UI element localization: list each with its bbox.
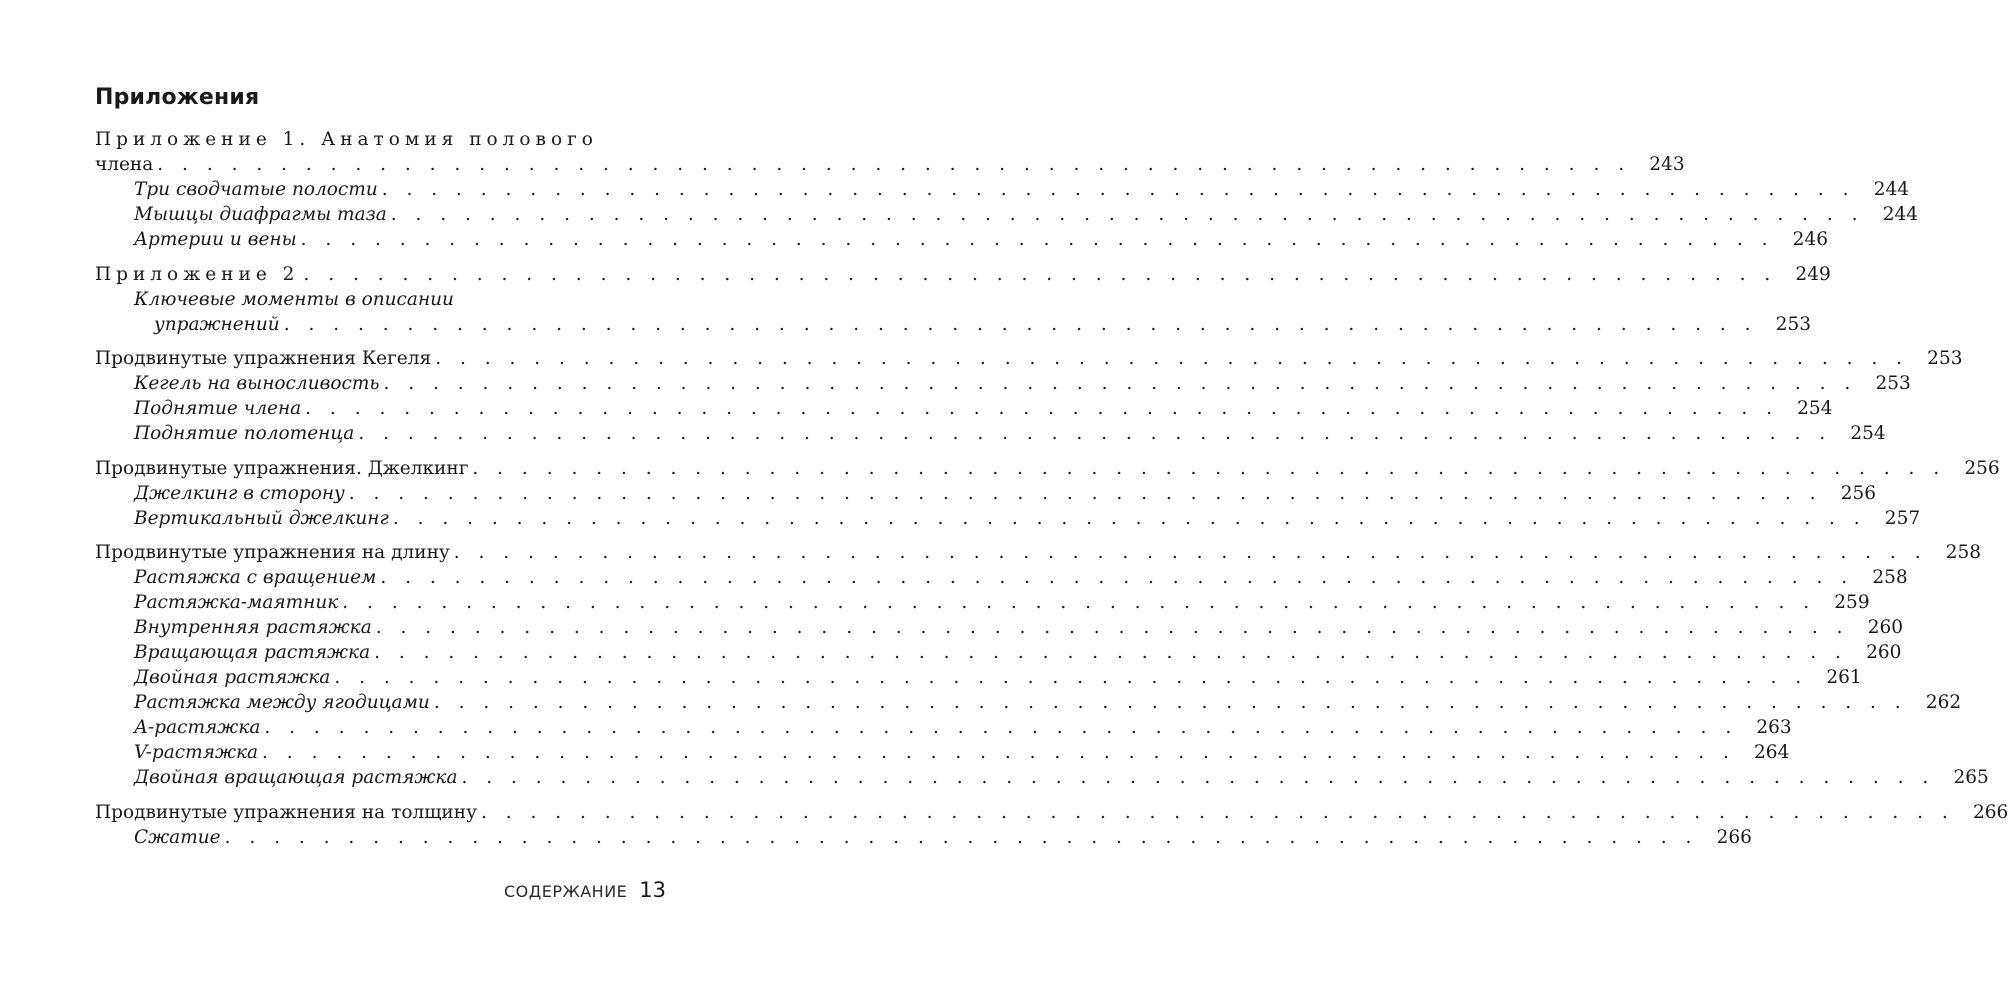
toc-entry-title: Продвинутые упражнения на толщину — [95, 800, 481, 825]
toc-subentry-page: 254 — [1797, 398, 1833, 419]
dot-leader: . . . . . . . . . . . . . . . . . . . . . . . . . . . . . . . . . . . . . . . . . . . . . . . . . . . . . . . . . . . . — [157, 154, 1631, 175]
toc-subentry-title: Растяжка-маятник — [134, 590, 342, 615]
toc-subentry — [95, 615, 1904, 640]
toc-subentry — [95, 590, 1870, 615]
toc-subentry-title-line — [95, 287, 666, 312]
toc-subentry-title: Двойная вращающая растяжка — [134, 765, 462, 790]
toc-subentry-page: 254 — [1850, 423, 1886, 444]
dot-leader: . . . . . . . . . . . . . . . . . . . . . . . . . . . . . . . . . . . . . . . . . . . . . . . . . . . . . . . . . . . . — [392, 507, 1867, 529]
toc-subentry-title: Мышцы диафрагмы таза — [134, 202, 391, 227]
toc-group-length — [95, 540, 1989, 790]
toc-entry-page: 266 — [1972, 801, 2008, 823]
toc-subentry-title: Сжатие — [134, 825, 225, 850]
footer-section-label: СОДЕРЖАНИЕ — [503, 882, 628, 901]
toc-group-jelqing — [95, 456, 2000, 531]
dot-leader: . . . . . . . . . . . . . . . . . . . . . . . . . . . . . . . . . . . . . . . . . . . . . . . . . . . . . . . . . . . . — [283, 313, 1757, 335]
toc-subentry — [95, 202, 1919, 227]
toc-group-appendix-1 — [95, 127, 1919, 252]
toc-subentry-page: 259 — [1834, 592, 1870, 613]
toc-entry-page: 243 — [1649, 154, 1685, 175]
toc-subentry — [95, 312, 1811, 337]
toc-subentry-title: Джелкинг в сторону — [134, 481, 349, 506]
toc-entry — [95, 262, 1831, 287]
toc-subentry-page: 263 — [1756, 717, 1792, 738]
toc-subentry-page: 262 — [1925, 692, 1962, 713]
toc-subentry-page: 244 — [1882, 204, 1919, 225]
toc-subentry-page: 265 — [1953, 767, 1989, 788]
toc-subentry-title: Растяжка с вращением — [134, 565, 380, 590]
toc-subentry-page: 256 — [1840, 482, 1877, 504]
dot-leader: . . . . . . . . . . . . . . . . . . . . . . . . . . . . . . . . . . . . . . . . . . . . . . . . . . . . . . . . . . . . — [433, 692, 1908, 713]
toc-entry-title: Приложение 1. Анатомия полового — [95, 129, 598, 150]
toc-subentry-page: 260 — [1866, 642, 1902, 663]
toc-subentry-page: 253 — [1775, 313, 1811, 335]
toc-subentry-page: 244 — [1873, 179, 1910, 200]
toc-subentry-title: Поднятие члена — [134, 396, 305, 421]
toc-subentry-title: Кегель на выносливость — [134, 371, 384, 396]
toc-subentry — [95, 565, 1908, 590]
toc-subentry-title: Растяжка между ягодицами — [134, 690, 434, 715]
toc-subentry-page: 257 — [1884, 507, 1921, 529]
toc-subentry-title: Вертикальный джелкинг — [134, 506, 393, 531]
dot-leader: . . . . . . . . . . . . . . . . . . . . . . . . . . . . . . . . . . . . . . . . . . . . . . . . . . . . . . . . . . . . — [224, 826, 1698, 848]
toc-entry-page: 253 — [1927, 348, 1963, 369]
toc-subentry-title: Вращающая растяжка — [134, 640, 374, 665]
dot-leader: . . . . . . . . . . . . . . . . . . . . . . . . . . . . . . . . . . . . . . . . . . . . . . . . . . . . . . . . . . . . — [383, 373, 1857, 394]
dot-leader: . . . . . . . . . . . . . . . . . . . . . . . . . . . . . . . . . . . . . . . . . . . . . . . . . . . . . . . . . . . . — [375, 617, 1850, 638]
toc-subentry-title: Двойная растяжка — [134, 665, 334, 690]
toc-group-appendix-2 — [95, 262, 1831, 337]
toc-entry-page: 258 — [1945, 542, 1982, 563]
toc-subentry — [95, 640, 1902, 665]
toc-entry — [95, 346, 1963, 371]
toc-subentry-title: Три сводчатые полости — [134, 177, 382, 202]
toc-subentry — [95, 665, 1862, 690]
toc-subentry-title: Ключевые моменты в описании — [134, 288, 454, 310]
table-of-contents — [95, 127, 2008, 859]
toc-subentry — [95, 765, 1989, 790]
toc-subentry-page: 266 — [1716, 826, 1752, 848]
toc-subentry-title: Внутренняя растяжка — [134, 615, 376, 640]
dot-leader: . . . . . . . . . . . . . . . . . . . . . . . . . . . . . . . . . . . . . . . . . . . . . . . . . . . . . . . . . . . . — [348, 482, 1823, 504]
footer-page-number: 13 — [639, 878, 666, 902]
toc-subentry-title: Артерии и вены — [134, 227, 301, 252]
toc-subentry-title: упражнений — [154, 312, 284, 337]
dot-leader: . . . . . . . . . . . . . . . . . . . . . . . . . . . . . . . . . . . . . . . . . . . . . . . . . . . . . . . . . . . . — [472, 457, 1946, 479]
dot-leader: . . . . . . . . . . . . . . . . . . . . . . . . . . . . . . . . . . . . . . . . . . . . . . . . . . . . . . . . . . . . — [480, 801, 1955, 823]
toc-subentry — [95, 506, 1921, 531]
dot-leader: . . . . . . . . . . . . . . . . . . . . . . . . . . . . . . . . . . . . . . . . . . . . . . . . . . . . . . . . . . . . — [305, 398, 1779, 419]
toc-subentry-page: 264 — [1754, 742, 1790, 763]
toc-entry-title: члена — [95, 152, 157, 177]
dot-leader: . . . . . . . . . . . . . . . . . . . . . . . . . . . . . . . . . . . . . . . . . . . . . . . . . . . . . . . . . . . . — [334, 667, 1808, 688]
toc-subentry — [95, 825, 1752, 850]
toc-subentry — [95, 177, 1910, 202]
dot-leader: . . . . . . . . . . . . . . . . . . . . . . . . . . . . . . . . . . . . . . . . . . . . . . . . . . . . . . . . . . . . — [461, 767, 1935, 788]
toc-subentry-page: 258 — [1872, 567, 1908, 588]
toc-entry — [95, 800, 2008, 825]
dot-leader: . . . . . . . . . . . . . . . . . . . . . . . . . . . . . . . . . . . . . . . . . . . . . . . . . . . . . . . . . . . . — [380, 567, 1854, 588]
toc-entry — [95, 152, 1685, 177]
toc-subentry-title: V-растяжка — [134, 740, 262, 765]
dot-leader: . . . . . . . . . . . . . . . . . . . . . . . . . . . . . . . . . . . . . . . . . . . . . . . . . . . . . . . . . . . . — [300, 229, 1774, 250]
toc-subentry — [95, 396, 1833, 421]
toc-group-kegel — [95, 346, 1963, 446]
toc-subentry — [95, 715, 1792, 740]
toc-entry-title: Продвинутые упражнения Кегеля — [95, 346, 435, 371]
dot-leader: . . . . . . . . . . . . . . . . . . . . . . . . . . . . . . . . . . . . . . . . . . . . . . . . . . . . . . . . . . . . — [381, 179, 1856, 200]
dot-leader: . . . . . . . . . . . . . . . . . . . . . . . . . . . . . . . . . . . . . . . . . . . . . . . . . . . . . . . . . . . . — [390, 204, 1865, 225]
dot-leader: . . . . . . . . . . . . . . . . . . . . . . . . . . . . . . . . . . . . . . . . . . . . . . . . . . . . . . . . . . . . — [264, 717, 1738, 738]
dot-leader: . . . . . . . . . . . . . . . . . . . . . . . . . . . . . . . . . . . . . . . . . . . . . . . . . . . . . . . . . . . . — [435, 348, 1909, 369]
toc-entry-title: Продвинутые упражнения. Джелкинг — [95, 456, 472, 481]
toc-subentry — [95, 371, 1911, 396]
toc-entry-page: 249 — [1795, 263, 1831, 285]
toc-subentry-page: 246 — [1792, 229, 1828, 250]
dot-leader: . . . . . . . . . . . . . . . . . . . . . . . . . . . . . . . . . . . . . . . . . . . . . . . . . . . . . . . . . . . . — [262, 742, 1736, 763]
running-footer — [500, 878, 666, 902]
dot-leader: . . . . . . . . . . . . . . . . . . . . . . . . . . . . . . . . . . . . . . . . . . . . . . . . . . . . . . . . . . . . — [303, 263, 1777, 285]
toc-subentry-page: 260 — [1867, 617, 1904, 638]
dot-leader: . . . . . . . . . . . . . . . . . . . . . . . . . . . . . . . . . . . . . . . . . . . . . . . . . . . . . . . . . . . . — [374, 642, 1848, 663]
dot-leader: . . . . . . . . . . . . . . . . . . . . . . . . . . . . . . . . . . . . . . . . . . . . . . . . . . . . . . . . . . . . — [453, 542, 1928, 563]
toc-subentry — [95, 690, 1962, 715]
dot-leader: . . . . . . . . . . . . . . . . . . . . . . . . . . . . . . . . . . . . . . . . . . . . . . . . . . . . . . . . . . . . — [342, 592, 1816, 613]
toc-subentry — [95, 227, 1828, 252]
toc-subentry-title: Поднятие полотенца — [134, 421, 358, 446]
toc-entry-title-line — [95, 127, 666, 152]
toc-subentry — [95, 740, 1790, 765]
toc-subentry — [95, 421, 1886, 446]
toc-subentry-title: А-растяжка — [134, 715, 264, 740]
toc-entry — [95, 540, 1982, 565]
toc-entry — [95, 456, 2000, 481]
toc-group-thickness — [95, 800, 2008, 850]
toc-subentry-page: 253 — [1875, 373, 1911, 394]
toc-subentry-page: 261 — [1826, 667, 1862, 688]
toc-entry-page: 256 — [1964, 457, 2000, 479]
toc-entry-title: Приложение 2 — [95, 262, 303, 287]
toc-subentry — [95, 481, 1877, 506]
section-heading: Приложения — [95, 85, 260, 110]
toc-entry-title: Продвинутые упражнения на длину — [95, 540, 454, 565]
dot-leader: . . . . . . . . . . . . . . . . . . . . . . . . . . . . . . . . . . . . . . . . . . . . . . . . . . . . . . . . . . . . — [358, 423, 1832, 444]
